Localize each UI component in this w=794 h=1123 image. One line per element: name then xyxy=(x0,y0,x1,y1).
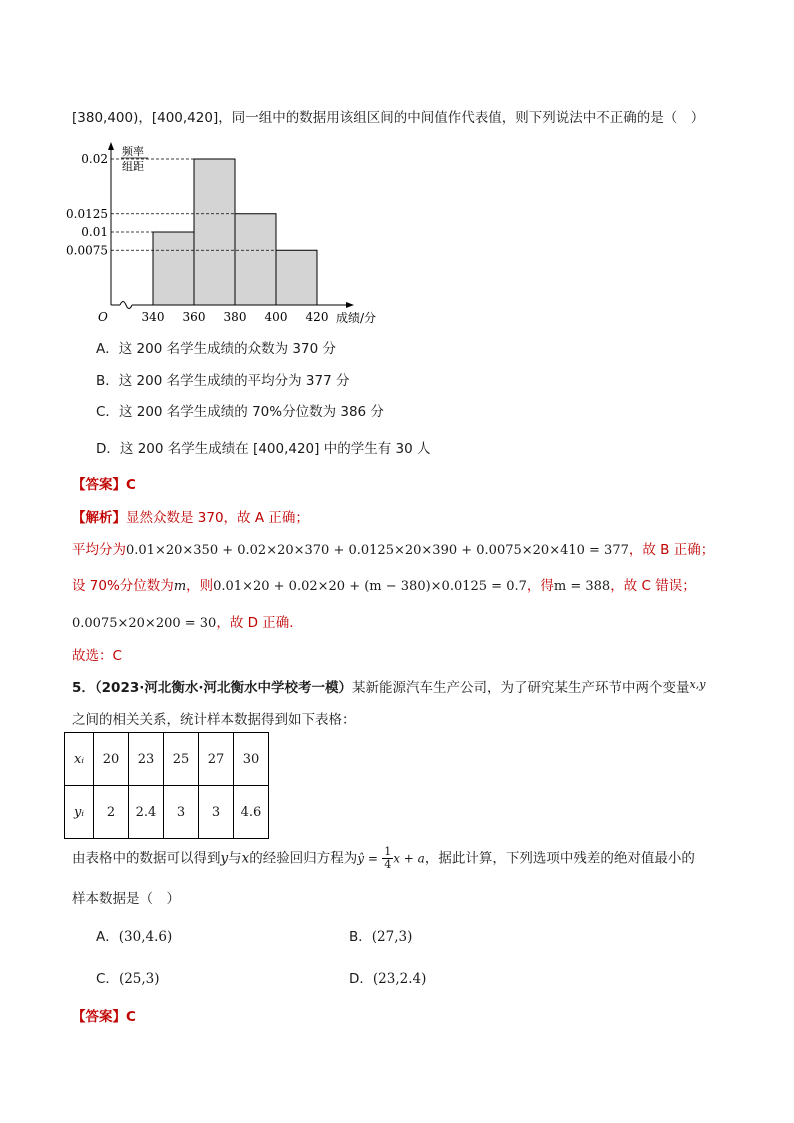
table-cell: 4.6 xyxy=(234,786,269,839)
table-header-y: yᵢ xyxy=(65,786,94,839)
x-tick-label: 420 xyxy=(305,310,329,324)
question-4-intro: [380,400)，[400,420]，同一组中的数据用该组区间的中间值作代表值，则下列说法中不正确的是（ ） xyxy=(72,110,705,126)
x-axis-arrow-icon xyxy=(346,302,354,308)
option-b xyxy=(96,369,349,389)
y-axis-label-top: 频率 xyxy=(122,145,144,158)
table-header-x: xᵢ xyxy=(65,733,94,786)
analysis-text: 设 70%分位数为 xyxy=(72,578,174,594)
option-text: 这 200 名学生成绩的众数为 370 分 xyxy=(118,341,336,357)
option-d xyxy=(96,437,430,457)
x-tick-label: 360 xyxy=(182,310,206,324)
analysis-text: ，故 C 错误； xyxy=(610,578,696,594)
analysis-line-4 xyxy=(72,611,294,631)
option-letter: A． xyxy=(96,929,119,945)
y-axis-label-bottom: 组距 xyxy=(122,160,144,173)
q5-option-a xyxy=(96,925,172,945)
option-letter: C． xyxy=(96,404,119,420)
option-text: (30,4.6) xyxy=(118,929,173,945)
table-row xyxy=(65,786,269,839)
table-cell: 23 xyxy=(129,733,164,786)
math-var: m xyxy=(173,579,187,594)
math-var: x xyxy=(241,850,250,867)
y-tick-label: 0.01 xyxy=(81,225,108,239)
answer-label: 【答案】 xyxy=(72,477,126,493)
fraction-numerator: 1 xyxy=(384,845,392,858)
axis-break-icon xyxy=(120,302,132,309)
table-cell: 27 xyxy=(199,733,234,786)
question-5-line-2: 之间的相关关系，统计样本数据得到如下表格： xyxy=(72,712,356,728)
analysis-line-3 xyxy=(72,574,696,594)
x-tick-label: 340 xyxy=(141,310,165,324)
option-letter: D． xyxy=(349,971,373,987)
analysis-text: ，故 B 正确； xyxy=(628,542,715,558)
answer-q4 xyxy=(72,473,136,493)
table-cell: 2.4 xyxy=(129,786,164,839)
analysis-line-1 xyxy=(72,506,309,526)
question-source: （2023·河北衡水·河北衡水中学校考一模） xyxy=(94,680,352,696)
table-cell: 20 xyxy=(94,733,129,786)
histogram-bar xyxy=(235,214,276,305)
option-text: (23,2.4) xyxy=(372,971,427,987)
answer-q5 xyxy=(72,1005,136,1025)
analysis-text: ，则 xyxy=(186,578,214,594)
y-tick-label: 0.0075 xyxy=(66,243,108,258)
equation-right: x + a xyxy=(393,851,425,866)
question-text: ，据此计算，下列选项中残差的绝对值最小的 xyxy=(424,850,695,867)
answer-value: C xyxy=(126,1009,136,1025)
q5-option-c xyxy=(96,967,160,987)
histogram-bar xyxy=(276,250,317,305)
sample-data-table xyxy=(64,732,269,839)
option-text: 这 200 名学生成绩的 70%分位数为 386 分 xyxy=(118,404,384,420)
x-axis-label: 成绩/分 xyxy=(336,311,377,325)
question-text: 由表格中的数据可以得到 xyxy=(72,850,221,867)
question-text: 的经验回归方程为 xyxy=(249,850,358,867)
option-text: (25,3) xyxy=(118,971,160,987)
math-expression: 0.0075×20×200 = 30 xyxy=(72,616,217,631)
answer-label: 【答案】 xyxy=(72,1009,126,1025)
option-c xyxy=(96,400,384,420)
option-a xyxy=(96,337,336,357)
option-text: 这 200 名学生成绩在 [400,420] 中的学生有 30 人 xyxy=(119,441,431,457)
table-cell: 25 xyxy=(164,733,199,786)
option-text: (27,3) xyxy=(371,929,413,945)
histogram-bar xyxy=(153,232,194,305)
question-text: 与 xyxy=(228,850,242,867)
y-tick-label: 0.02 xyxy=(81,152,108,166)
analysis-text: ，故 D 正确. xyxy=(216,615,294,631)
y-tick-label: 0.0125 xyxy=(66,206,108,221)
table-cell: 2 xyxy=(94,786,129,839)
question-5-line-4: 样本数据是（ ） xyxy=(72,891,180,907)
option-letter: B． xyxy=(96,373,119,389)
option-letter: B． xyxy=(349,929,372,945)
table-cell: 3 xyxy=(164,786,199,839)
x-tick-label: 400 xyxy=(264,310,288,324)
math-expression: 0.01×20 + 0.02×20 + (m − 380)×0.0125 = 0.7 xyxy=(213,579,527,594)
question-5-line-3 xyxy=(72,846,695,871)
option-letter: D． xyxy=(96,441,120,457)
option-text: 这 200 名学生成绩的平均分为 377 分 xyxy=(118,373,350,389)
frequency-histogram xyxy=(66,140,396,325)
analysis-line-2 xyxy=(72,538,714,558)
x-tick-label: 380 xyxy=(223,310,247,324)
equation-fraction xyxy=(382,846,393,871)
option-letter: A． xyxy=(96,341,119,357)
table-row xyxy=(65,733,269,786)
math-expression: 0.01×20×350 + 0.02×20×370 + 0.0125×20×390 + 0.0075×20×410 = 377 xyxy=(126,543,629,558)
q5-option-b xyxy=(349,925,412,945)
q5-option-d xyxy=(349,967,426,987)
analysis-text: ，得 xyxy=(526,578,554,594)
question-number: 5． xyxy=(72,680,95,696)
analysis-text: 平均分为 xyxy=(72,542,126,558)
origin-label: O xyxy=(98,310,108,324)
analysis-text: 显然众数是 370，故 A 正确； xyxy=(126,510,309,526)
histogram-bar xyxy=(194,159,235,305)
answer-value: C xyxy=(126,477,136,493)
conclusion-q4: 故选：C xyxy=(72,648,122,664)
analysis-label: 【解析】 xyxy=(72,510,126,526)
option-letter: C． xyxy=(96,971,119,987)
fraction-denominator: 4 xyxy=(384,858,392,871)
question-vars: x,y xyxy=(689,678,706,691)
math-expression: m = 388 xyxy=(553,579,611,594)
question-text: 某新能源汽车生产公司，为了研究某生产环节中两个变量 xyxy=(352,680,690,696)
equation-left: ŷ = xyxy=(357,851,378,866)
question-5-line-1 xyxy=(72,676,705,696)
math-var: y xyxy=(220,850,229,867)
table-cell: 3 xyxy=(199,786,234,839)
y-axis-arrow-icon xyxy=(108,142,114,150)
table-cell: 30 xyxy=(234,733,269,786)
